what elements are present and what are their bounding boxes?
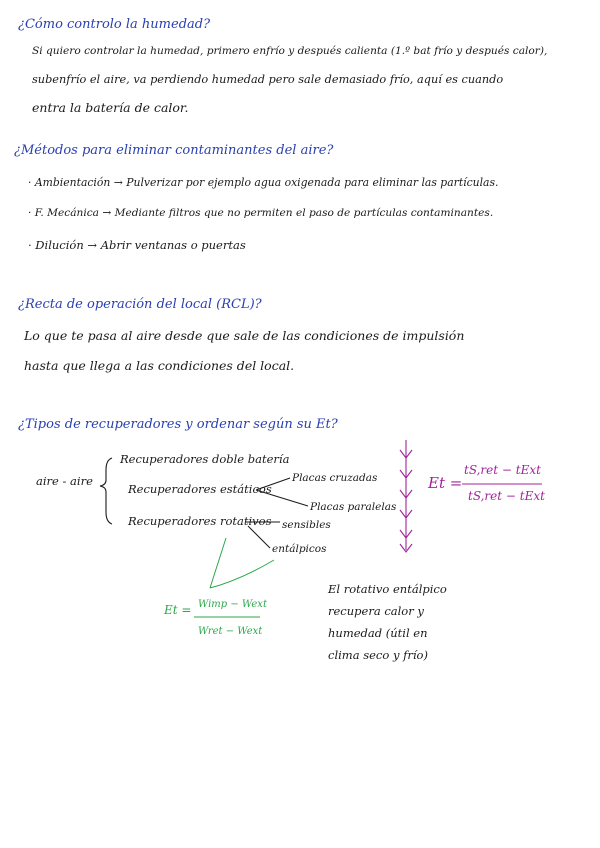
green-denominator: Wret − Wext (198, 626, 263, 637)
note-line-1: El rotativo entálpico (328, 582, 447, 596)
q4-title: ¿Tipos de recuperadores y ordenar según su Et? (18, 417, 338, 432)
q1-line-3: entra la batería de calor. (32, 100, 189, 115)
branch-rotativos: Recuperadores rotativos (128, 514, 272, 528)
tree-brace (100, 458, 112, 524)
static-connector (256, 478, 308, 506)
sub-placas-paralelas: Placas paralelas (310, 501, 397, 513)
et-label: Et = (428, 474, 463, 492)
q2-item-1: · Ambientación → Pulverizar por ejemplo agua oxigenada para eliminar las partículas. (28, 176, 499, 189)
q1-line-1: Si quiero controlar la humedad, primero enfrío y después calienta (1.º bat frío y después calor), (32, 45, 548, 57)
note-line-2: recupera calor y (328, 604, 424, 618)
q2-title: ¿Métodos para eliminar contaminantes del aire? (14, 143, 334, 158)
q1-title: ¿Cómo controlo la humedad? (18, 17, 211, 32)
q3-line-1: Lo que te pasa al aire desde que sale de las condiciones de impulsión (24, 328, 465, 343)
branch-doble-bateria: Recuperadores doble batería (120, 452, 290, 466)
green-et-label: Et = (164, 603, 192, 617)
green-numerator: Wimp − Wext (198, 599, 267, 610)
efficiency-arrow-column (400, 440, 412, 552)
sub-entalpicos: entálpicos (272, 543, 327, 555)
note-line-4: clima seco y frío) (328, 648, 428, 662)
q3-line-2: hasta que llega a las condiciones del local. (24, 358, 295, 373)
q3-title: ¿Recta de operación del local (RCL)? (18, 297, 262, 312)
rotary-connector (246, 522, 280, 548)
sub-placas-cruzadas: Placas cruzadas (292, 472, 378, 484)
et-numerator: tS,ret − tExt (464, 463, 541, 477)
sub-sensibles: sensibles (282, 519, 331, 531)
branch-estaticos: Recuperadores estáticos (128, 482, 272, 496)
q1-line-2: subenfrío el aire, va perdiendo humedad pero sale demasiado frío, aquí es cuando (32, 73, 504, 86)
green-link (210, 538, 274, 588)
note-line-3: humedad (útil en (328, 626, 428, 640)
q2-item-3: · Dilución → Abrir ventanas o puertas (28, 238, 246, 252)
root-node: aire - aire (36, 474, 93, 488)
et-denominator: tS,ret − tExt (468, 489, 545, 503)
q2-item-2: · F. Mecánica → Mediante filtros que no permiten el paso de partículas contaminantes. (28, 207, 494, 219)
